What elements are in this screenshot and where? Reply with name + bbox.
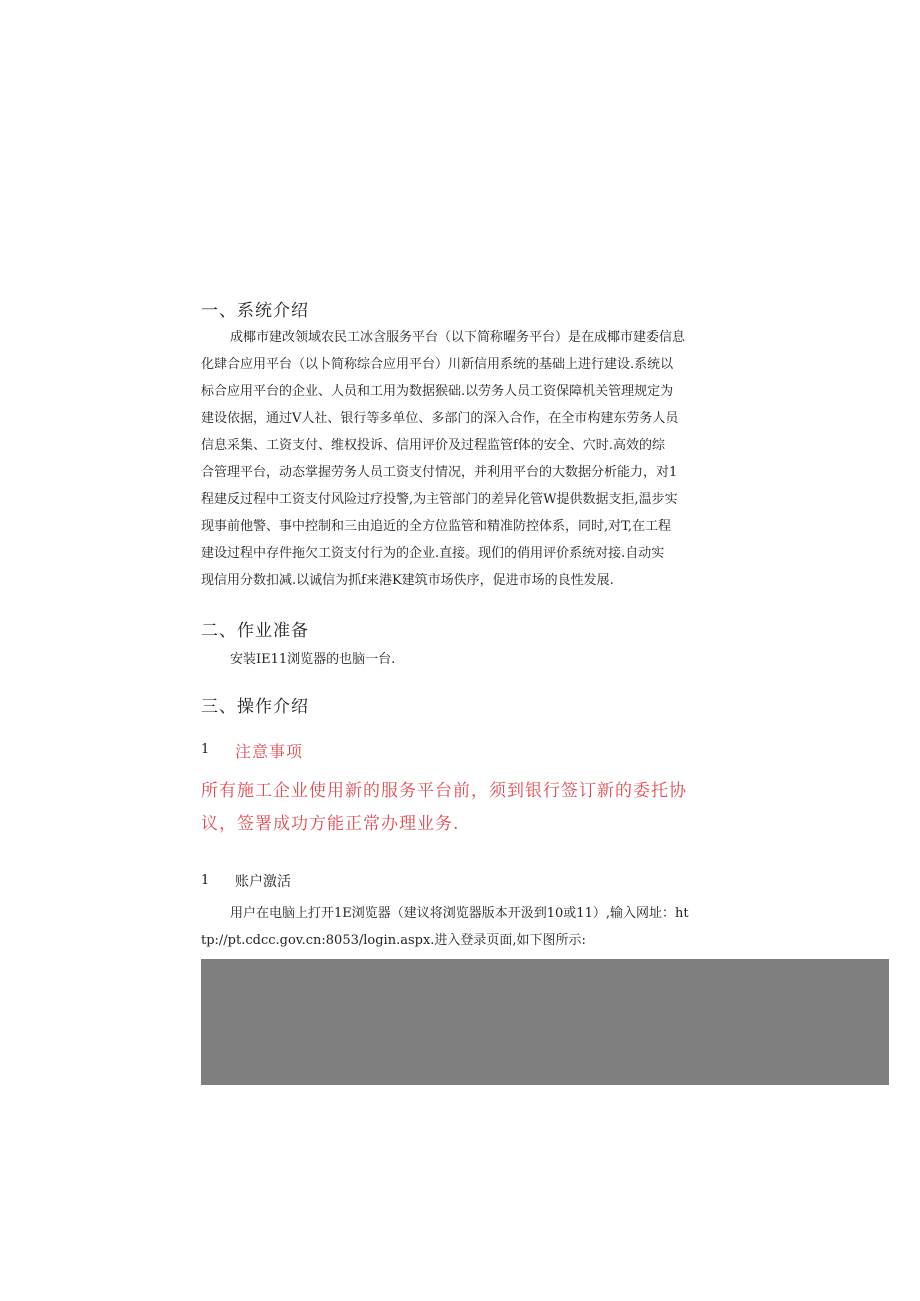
account-number: 1 (201, 873, 210, 888)
section1-line: 现信用分数扣减.以诚信为抓f来港K建筑市场佚序，促进市场的良性发展. (201, 573, 614, 588)
section3-heading: 三、操作介绍 (201, 697, 309, 717)
notice-line: 所有施工企业使用新的服务平台前，须到银行签订新的委托协 (201, 781, 687, 801)
section1-line: 建设依据，通过V人社、银行等多单位、多部门的深入合作，在全市构建东劳务人员 (201, 411, 679, 426)
section2-heading: 二、作业准备 (201, 621, 309, 641)
section1-line: 信息采集、工资支付、维权投诉、信用评价及过程监管f体的安全、穴时.高效的综 (201, 438, 665, 453)
section1-paragraph (201, 324, 691, 594)
section2-text: 安装IE11浏览器的也脑一台. (230, 652, 396, 667)
login-screenshot-placeholder (201, 959, 889, 1085)
notice-title: 注意事项 (235, 742, 304, 761)
notice-line: 议，签署成功方能正常办理业务. (201, 814, 460, 834)
account-line: tp://pt.cdcc.gov.cn:8053/login.aspx.进入登录页面,如下图所示: (201, 933, 586, 948)
account-title: 账户激活 (235, 874, 291, 890)
section1-line: 成椰市建改领域农民工冰含服务平台（以下简称曜务平台）是在成椰市建委信息 (230, 330, 686, 345)
section1-line: 建设过程中存件拖欠工资支付行为的企业.直接。现们的俏用评价系统对接.自动实 (201, 546, 665, 561)
section1-line: 程建反过程中工资支付风险过疗投警,为主管部门的差异化管W提供数据支拒,温步实 (201, 492, 678, 507)
section1-line: 合管理平台，动态掌握劳务人员工资支付情况，并利用平台的大数据分析能力，对1 (201, 465, 678, 480)
account-line: 用户在电脑上打开1E浏览器（建议将浏览器版本开汲到10或11）,输入网址：ht (230, 906, 689, 921)
section1-line: 化肆合应用平台（以卜简称综合应用平台）川新信用系统的基础上进行建设.系统以 (201, 357, 674, 372)
section1-line: 标合应用平台的企业、人员和工用为数据猴础.以劳务人员工资保障机关管理规定为 (201, 384, 674, 399)
notice-text (201, 775, 701, 841)
section1-heading: 一、系统介绍 (201, 301, 309, 321)
account-paragraph (201, 900, 691, 954)
notice-number: 1 (201, 742, 210, 757)
section1-line: 现事前他警、事中控制和三由追近的全方位监管和精准防控体系，同时,对T,在工程 (201, 519, 672, 534)
